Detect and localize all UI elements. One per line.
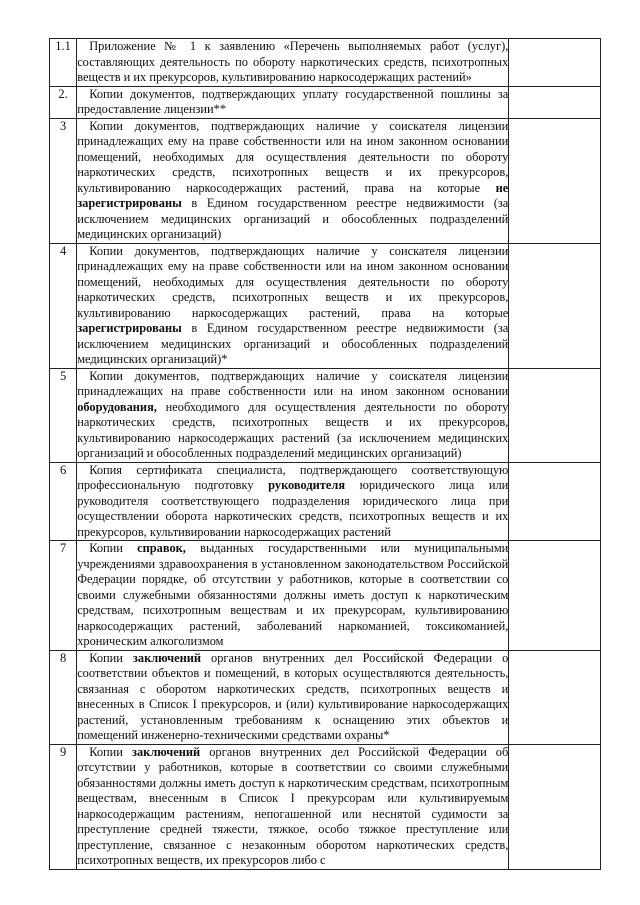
text-fragment: Копии документов, подтверждающих уплату государственной пошлины за предоставление лицензии**: [77, 86, 509, 116]
row-description: [77, 744, 509, 869]
table-row: [50, 744, 601, 869]
row-description-text: [77, 651, 508, 744]
text-fragment: органов внутренних дел Российской Федерации об отсутствии у работников, которые в соответствии со своими служебными обязанностями должны иметь доступ к наркотическим средствам, психотропным веществам, внесенным в Список I прекурсорам или культивируемым наркосодержащим растениям, непогашенной или неснятой судимости за преступление средней тяжести, тяжкое, особо тяжкое преступление или преступление, связанное с незаконным оборотом наркотических средств, психотропных веществ, их прекурсоров либо с: [77, 744, 509, 867]
emphasis-text: заключений: [132, 650, 202, 665]
table-row: [50, 118, 601, 243]
text-fragment: Копия сертификата специалиста, подтверждающего соответствующую профессиональную подготовку: [77, 462, 509, 492]
emphasis-text: зарегистрированы: [77, 321, 182, 335]
documents-table: [49, 38, 601, 870]
table-row: [50, 39, 601, 87]
row-description-text: [77, 541, 508, 650]
row-number: 9: [50, 744, 77, 869]
row-mark-cell: [509, 368, 601, 462]
text-fragment: органов внутренних дел Российской Федерации о соответствии объектов и помещений, в которых осуществляются деятельность, связанная с оборотом наркотических средств, психотропных веществ и внесенных в Список I прекурсоров, и (или) культивирование наркосодержащих растений, установленным требованиям к оснащению этих объектов и помещений инженерно-техническими средствами охраны*: [77, 650, 509, 742]
emphasis-text: не зарегистрированы: [77, 180, 509, 210]
row-description-text: [77, 39, 508, 86]
text-fragment: необходимого для осуществления деятельности по обороту наркотических средств, психотропных веществ и их прекурсоров, культивированию наркосодержащих растений (за исключением медицинских организаций и обособленных подразделений медицинских организаций): [77, 399, 509, 460]
text-fragment: Приложение № 1 к заявлению «Перечень выполняемых работ (услуг), составляющих деятельность по обороту наркотических средств, психотропных веществ и их прекурсоров, культивированию наркосодержащих растений»: [77, 39, 509, 84]
emphasis-text: руководителя: [268, 478, 346, 492]
row-number: 8: [50, 650, 77, 744]
emphasis-text: справок,: [137, 541, 186, 555]
row-description: [77, 368, 509, 462]
text-fragment: Копии документов, подтверждающих наличие у соискателя лицензии принадлежащих ему на праве собственности или на ином законном основании помещений, необходимых для осуществления деятельности по обороту наркотических средств, психотропных веществ и их прекурсоров, культивированию наркосодержащих растений, права на которые: [77, 243, 509, 320]
row-mark-cell: [509, 118, 601, 243]
row-mark-cell: [509, 541, 601, 651]
row-description: [77, 462, 509, 541]
text-fragment: в Едином государственном реестре недвижимости (за исключением медицинских организаций и обособленных подразделений медицинских организаций)*: [77, 321, 509, 366]
row-description-text: [77, 119, 508, 243]
row-mark-cell: [509, 86, 601, 118]
row-description: [77, 243, 509, 368]
table-row: [50, 541, 601, 651]
row-number: 6: [50, 462, 77, 541]
text-fragment: юридического лица или руководителя соответствующего подразделения юридического лица при осуществлении оборота наркотических средств, психотропных веществ и их прекурсоров, культивировании наркосодержащих растений: [77, 478, 509, 539]
table-row: [50, 368, 601, 462]
emphasis-text: заключений: [132, 744, 201, 759]
row-number: 1.1: [50, 39, 77, 87]
row-description-text: [77, 369, 508, 462]
row-mark-cell: [509, 744, 601, 869]
row-number: 5: [50, 368, 77, 462]
table-row: [50, 243, 601, 368]
emphasis-text: оборудования,: [77, 399, 157, 414]
row-description-text: [77, 87, 508, 118]
text-fragment: Копии: [89, 541, 138, 555]
text-fragment: Копии: [89, 744, 132, 759]
row-description: [77, 650, 509, 744]
table-row: [50, 462, 601, 541]
row-description: [77, 541, 509, 651]
row-description-text: [77, 745, 508, 869]
row-mark-cell: [509, 462, 601, 541]
row-description: [77, 118, 509, 243]
row-number: 3: [50, 118, 77, 243]
row-number: 2.: [50, 86, 77, 118]
row-description-text: [77, 463, 508, 541]
documents-table-body: [50, 39, 601, 870]
row-mark-cell: [509, 39, 601, 87]
table-row: [50, 86, 601, 118]
text-fragment: выданных государственными или муниципальными учреждениями здравоохранения в установленном законодательством Российской Федерации порядке, об отсутствии у работников, которые в соответствии со своими служебными обязанностями должны иметь доступ к наркотическим средствам, психотропным веществам и их прекурсорам, культивированию наркосодержащих растений, заболеваний наркоманией, токсикоманией, хроническим алкоголизмом: [77, 541, 509, 648]
table-row: [50, 650, 601, 744]
row-number: 7: [50, 541, 77, 651]
text-fragment: Копии документов, подтверждающих наличие у соискателя лицензии принадлежащих ему на праве собственности или на ином законном основании помещений, необходимых для осуществления деятельности по обороту наркотических средств, психотропных веществ и их прекурсоров, культивированию наркосодержащих растений, права на которые: [77, 118, 509, 195]
text-fragment: в Едином государственном реестре недвижимости (за исключением медицинских организаций и обособленных подразделений медицинских организаций): [77, 196, 509, 241]
row-mark-cell: [509, 650, 601, 744]
row-number: 4: [50, 243, 77, 368]
text-fragment: Копии документов, подтверждающих наличие у соискателя лицензии принадлежащих на праве собственности или на ином законном основании: [77, 368, 509, 398]
row-description: [77, 39, 509, 87]
row-description-text: [77, 244, 508, 368]
row-description: [77, 86, 509, 118]
row-mark-cell: [509, 243, 601, 368]
text-fragment: Копии: [89, 650, 133, 665]
